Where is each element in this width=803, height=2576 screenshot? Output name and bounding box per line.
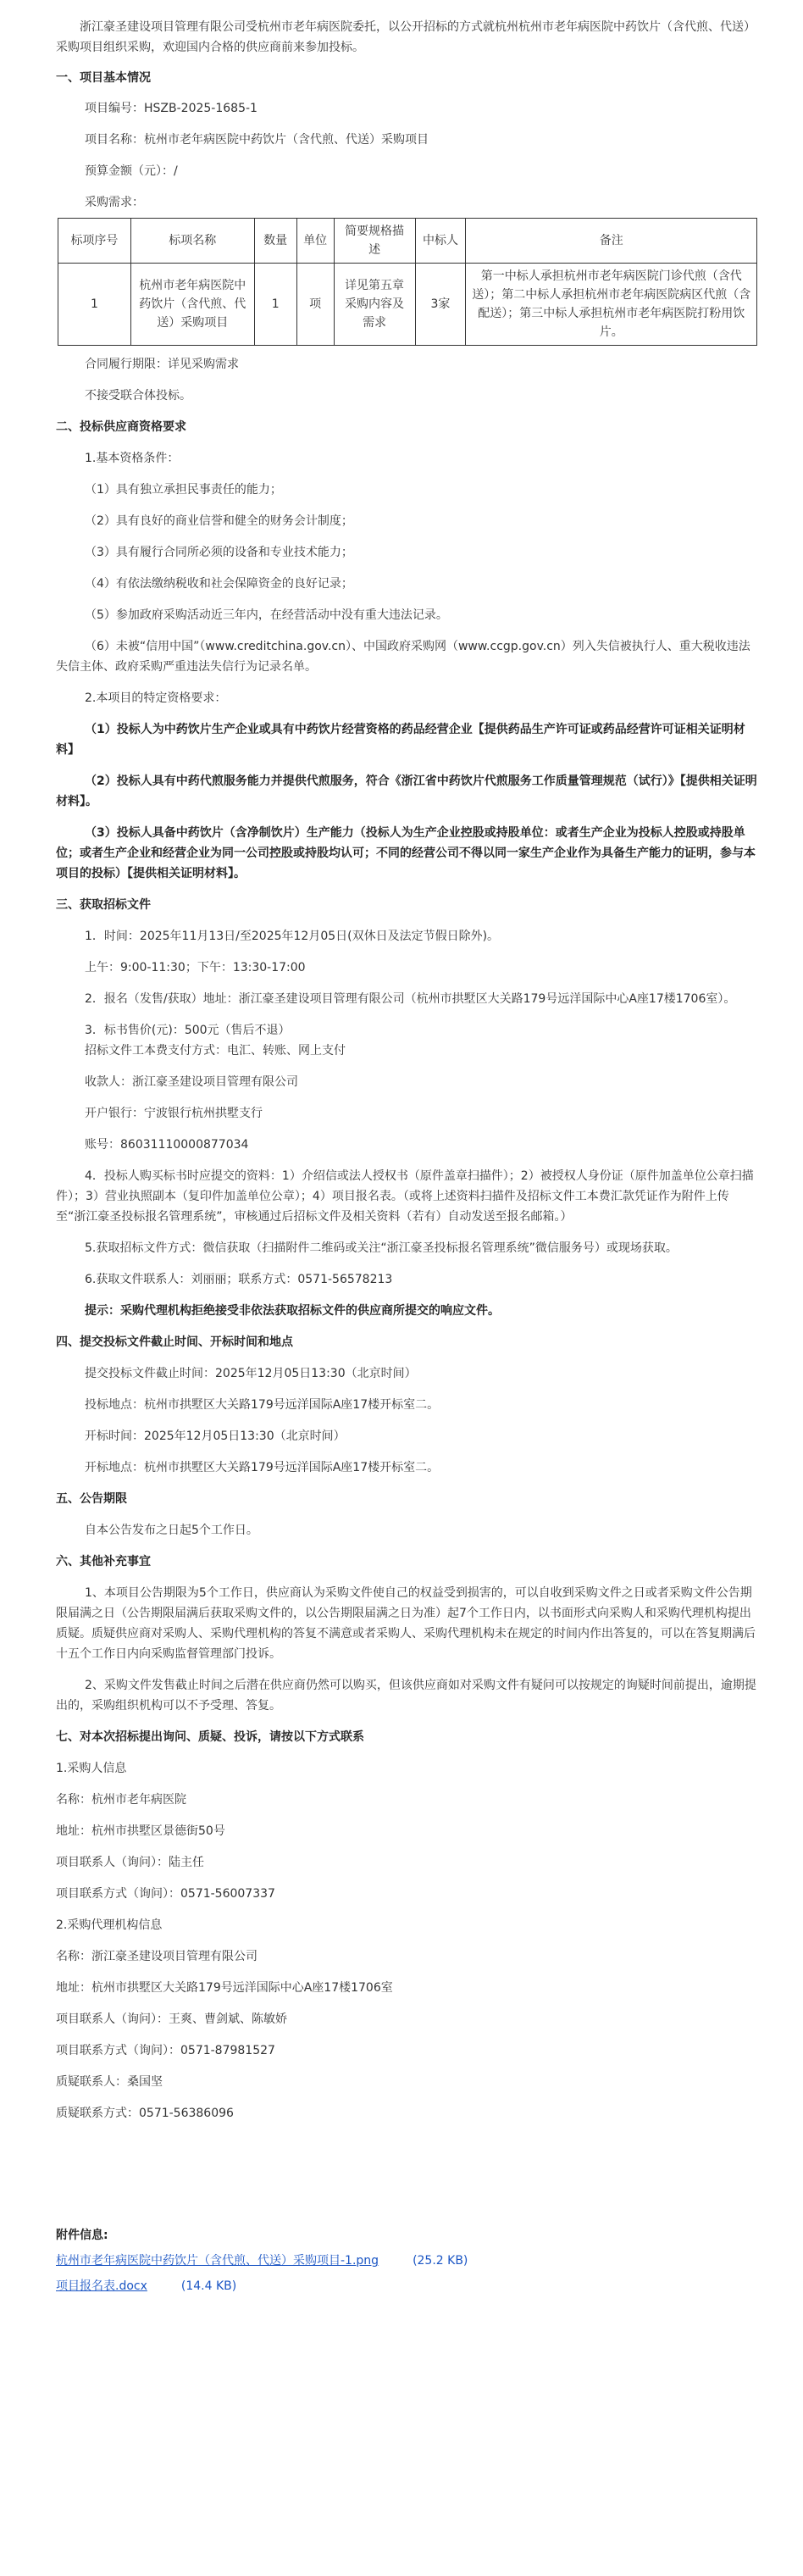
section-6-title: 六、其他补充事宜 (56, 1555, 151, 1568)
basic-qualification-label: 1.基本资格条件： (85, 452, 180, 465)
payment-method: 招标文件工本费支付方式：电汇、转账、网上支付 (85, 1044, 346, 1058)
table-header: 标项序号 (58, 219, 131, 264)
table-cell: 详见第五章采购内容及需求 (334, 264, 415, 346)
table-cell: 杭州市老年病医院中药饮片（含代煎、代送）采购项目 (130, 264, 254, 346)
table-cell: 项 (296, 264, 334, 346)
buyer-name: 名称：杭州市老年病医院 (56, 1793, 186, 1807)
table-header-row (58, 219, 757, 264)
qualification-item: （4）有依法缴纳税收和社会保障资金的良好记录； (85, 577, 353, 591)
complaint-phone: 质疑联系方式：0571-56386096 (56, 2107, 234, 2120)
table-header: 中标人 (415, 219, 466, 264)
attachment-size: (14.4 KB) (180, 2279, 237, 2293)
supplement-1: 1、本项目公告期限为5个工作日，供应商认为采购文件使自己的权益受到损害的，可以自收到采购文件之日或者采购文件公告期限届满之日（公告期限届满后获取采购文件的，以公告期限届满之日为准）起7个工作日内，以书面形式向采购人和采购代理机构提出质疑。质疑供应商对采购人、采购代理机构的答复不满意或者采购人、采购代理机构未在规定的时间内作出答复的，可以在答复期满后十五个工作日内向采购监督管理部门投诉。 (56, 1586, 756, 1661)
qualification-item: （2）具有良好的商业信誉和健全的财务会计制度； (85, 514, 353, 528)
table-header: 单位 (296, 219, 334, 264)
qualification-item: （1）具有独立承担民事责任的能力； (85, 483, 282, 497)
section-7-title: 七、对本次招标提出询问、质疑、投诉，请按以下方式联系 (56, 1730, 364, 1744)
obtain-contact: 6.获取文件联系人：刘丽丽；联系方式：0571-56578213 (85, 1273, 393, 1286)
announcement (56, 17, 759, 2296)
payee: 收款人：浙江豪圣建设项目管理有限公司 (85, 1075, 298, 1089)
specific-item: （3）投标人具备中药饮片（含净制饮片）生产能力（投标人为生产企业控股或持股单位：或者生产企业为投标人控股或持股单位；或者生产企业和经营企业为同一公司控股或持股均认可；不同的经营公司不得以同一家生产企业作为具备生产能力的证明，参与本项目的投标）【提供相关证明材料】。 (56, 826, 756, 880)
requirements-table (58, 218, 757, 346)
specific-item: （2）投标人具有中药代煎服务能力并提供代煎服务，符合《浙江省中药饮片代煎服务工作质量管理规范（试行）》【提供相关证明材料】。 (56, 774, 757, 808)
qualification-item: （3）具有履行合同所必须的设备和专业技术能力； (85, 546, 353, 559)
project-code: 项目编号：HSZB-2025-1685-1 (85, 102, 258, 115)
table-header: 标项名称 (130, 219, 254, 264)
obtain-time: 1．时间：2025年11月13日/至2025年12月05日(双休日及法定节假日除外)。 (85, 930, 500, 943)
submit-materials: 4．投标人购买标书时应提交的资料：1）介绍信或法人授权书（原件盖章扫描件）；2）被授权人身份证（原件加盖单位公章扫描件）；3）营业执照副本（复印件加盖单位公章）；4）项目报名表。（或将上述资料扫描件及招标文件工本费汇款凭证作为附件上传至“浙江豪圣投标报名管理系统”，审核通过后招标文件及相关资料（若有）自动发送至报名邮箱。） (56, 1169, 754, 1224)
attachment-size: (25.2 KB) (413, 2254, 468, 2268)
attachment-link[interactable]: 项目报名表.docx (56, 2279, 147, 2293)
attachments-title: 附件信息: (56, 2229, 108, 2242)
attachment-item (56, 2276, 759, 2296)
buyer-contact: 项目联系人（询问）：陆主任 (56, 1856, 204, 1869)
bank: 开户银行：宁波银行杭州拱墅支行 (85, 1107, 263, 1120)
table-row (58, 264, 757, 346)
budget: 预算金额（元）：/ (85, 164, 178, 178)
demand-label: 采购需求： (85, 196, 144, 209)
buyer-address: 地址：杭州市拱墅区景德街50号 (56, 1824, 225, 1838)
attachments (56, 2225, 759, 2296)
obtain-place: 2．报名（发售/获取）地址：浙江豪圣建设项目管理有限公司（杭州市拱墅区大关路179号远洋国际中心A座17楼1706室）。 (85, 992, 736, 1006)
buyer-phone: 项目联系方式（询问）：0571-56007337 (56, 1887, 275, 1901)
specific-item: （1）投标人为中药饮片生产企业或具有中药饮片经营资格的药品经营企业【提供药品生产许可证或药品经营许可证相关证明材料】 (56, 723, 745, 757)
consortium-note: 不接受联合体投标。 (85, 389, 191, 402)
agent-address: 地址：杭州市拱墅区大关路179号远洋国际中心A座17楼1706室 (56, 1981, 393, 1995)
qualification-item: （6）未被“信用中国”（www.creditchina.gov.cn）、中国政府采购网（www.ccgp.gov.cn）列入失信被执行人、重大税收违法失信主体、政府采购严重违法失信行为记录名单。 (56, 640, 750, 674)
project-name: 项目名称：杭州市老年病医院中药饮片（含代煎、代送）采购项目 (85, 133, 429, 147)
section-1-title: 一、项目基本情况 (56, 71, 151, 85)
agent-title: 2.采购代理机构信息 (56, 1918, 163, 1932)
agent-contact: 项目联系人（询问）：王爽、曹剑斌、陈敏娇 (56, 2012, 287, 2026)
section-3-title: 三、获取招标文件 (56, 898, 151, 912)
obtain-hours: 上午：9:00-11:30；下午：13:30-17:00 (85, 961, 306, 974)
agent-name: 名称：浙江豪圣建设项目管理有限公司 (56, 1950, 258, 1963)
notice-period: 自本公告发布之日起5个工作日。 (85, 1524, 258, 1537)
table-header: 备注 (466, 219, 757, 264)
attachment-link[interactable]: 杭州市老年病医院中药饮片（含代煎、代送）采购项目-1.png (56, 2254, 379, 2268)
table-header: 数量 (254, 219, 296, 264)
table-cell: 1 (58, 264, 131, 346)
table-cell: 3家 (415, 264, 466, 346)
attachment-item (56, 2251, 759, 2271)
supplement-2: 2、采购文件发售截止时间之后潜在供应商仍然可以购买，但该供应商如对采购文件有疑问可以按规定的询疑时间前提出，逾期提出的，采购组织机构可以不予受理、答复。 (56, 1679, 756, 1713)
section-4-title: 四、提交投标文件截止时间、开标时间和地点 (56, 1335, 293, 1349)
section-2-title: 二、投标供应商资格要求 (56, 420, 186, 434)
open-time: 开标时间：2025年12月05日13:30（北京时间） (85, 1430, 346, 1443)
qualification-item: （5）参加政府采购活动近三年内，在经营活动中没有重大违法记录。 (85, 608, 448, 622)
section-5-title: 五、公告期限 (56, 1492, 127, 1506)
intro: 浙江豪圣建设项目管理有限公司受杭州市老年病医院委托，以公开招标的方式就杭州杭州市老年病医院中药饮片（含代煎、代送）采购项目组织采购，欢迎国内合格的供应商前来参加投标。 (56, 20, 756, 54)
deadline: 提交投标文件截止时间：2025年12月05日13:30（北京时间） (85, 1367, 417, 1380)
account: 账号：86031110000877034 (85, 1138, 249, 1152)
tip: 提示：采购代理机构拒绝接受非依法获取招标文件的供应商所提交的响应文件。 (85, 1304, 500, 1318)
table-cell: 第一中标人承担杭州市老年病医院门诊代煎（含代送）；第二中标人承担杭州市老年病医院病区代煎（含配送）；第三中标人承担杭州市老年病医院打粉用饮片。 (466, 264, 757, 346)
obtain-method: 5.获取招标文件方式：微信获取（扫描附件二维码或关注“浙江豪圣投标报名管理系统”微信服务号）或现场获取。 (85, 1241, 678, 1255)
agent-phone: 项目联系方式（询问）：0571-87981527 (56, 2044, 275, 2057)
open-place: 开标地点：杭州市拱墅区大关路179号远洋国际A座17楼开标室二。 (85, 1461, 440, 1474)
complaint-contact: 质疑联系人：桑国坚 (56, 2075, 163, 2089)
table-header: 简要规格描述 (334, 219, 415, 264)
submit-place: 投标地点：杭州市拱墅区大关路179号远洋国际A座17楼开标室二。 (85, 1398, 440, 1412)
table-cell: 1 (254, 264, 296, 346)
specific-qualification-label: 2.本项目的特定资格要求： (85, 691, 227, 705)
contract-period: 合同履行期限：详见采购需求 (85, 358, 239, 371)
buyer-title: 1.采购人信息 (56, 1762, 127, 1775)
doc-price: 3．标书售价(元)：500元（售后不退） (85, 1024, 291, 1037)
